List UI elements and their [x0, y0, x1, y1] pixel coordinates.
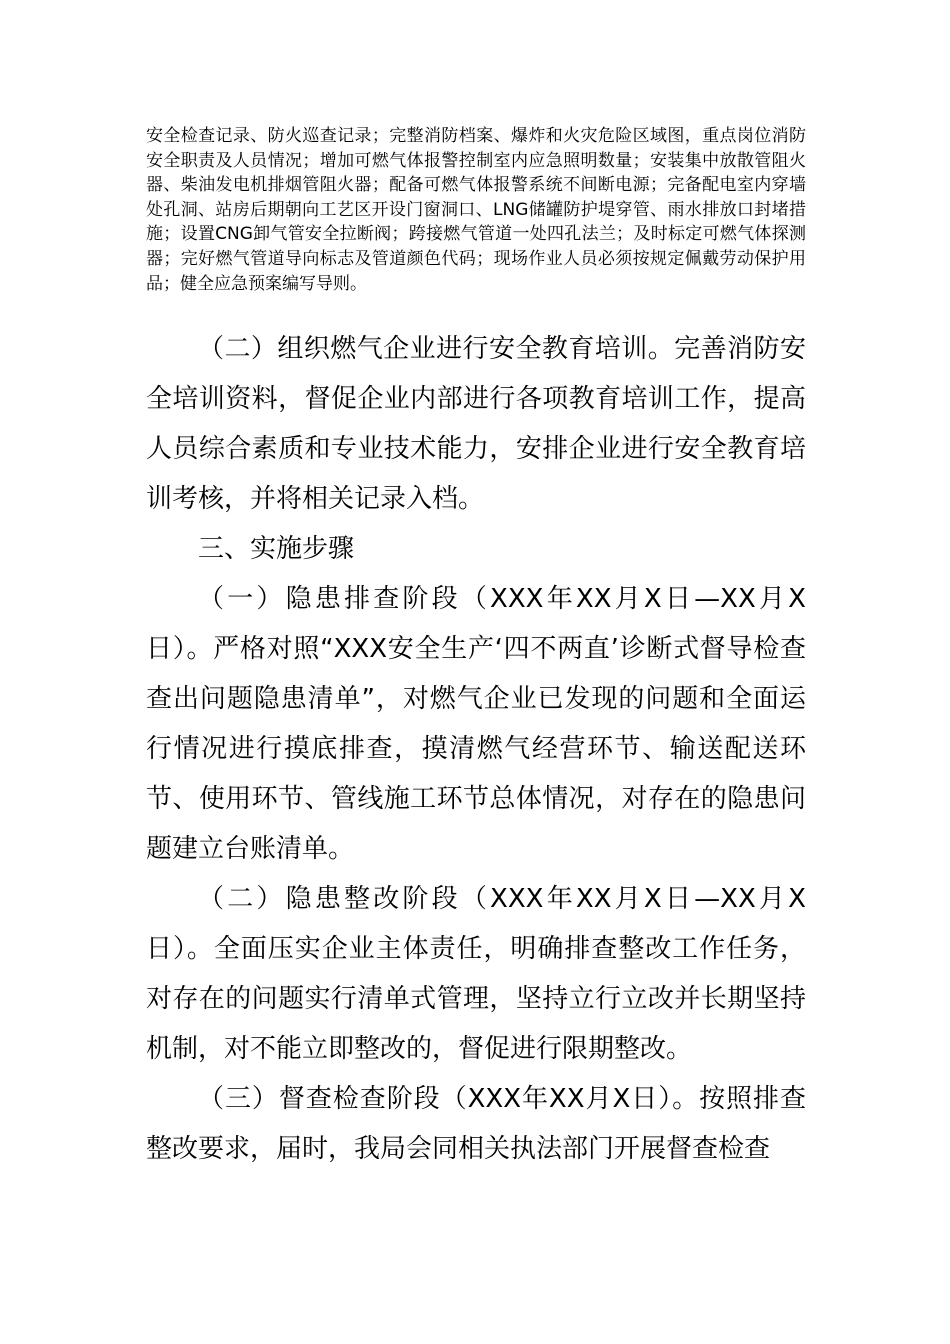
section-2-2-paragraph: （二）组织燃气企业进行安全教育培训。完善消防安全培训资料，督促企业内部进行各项教育培训工作，提高人员综合素质和专业技术能力，安排企业进行安全教育培训考核，并将相关记录入档。 [146, 334, 806, 514]
step-1-paragraph: （一）隐患排查阶段（XXX年XX月X日—XX月X日）。严格对照“XXX安全生产‘四不两直’诊断式督导检查查出问题隐患清单”，对燃气企业已发现的问题和全面运行情况进行摸底排查，摸清燃气经营环节、输送配送环节、使用环节、管线施工环节总体情况，对存在的隐患问题建立台账清单。 [146, 584, 806, 864]
step-2-paragraph: （二）隐患整改阶段（XXX年XX月X日—XX月X日）。全面压实企业主体责任，明确排查整改工作任务，对存在的问题实行清单式管理，坚持立行立改并长期坚持机制，对不能立即整改的，督促进行限期整改。 [146, 884, 806, 1064]
main-body [146, 324, 806, 1174]
section-3-heading: 三、实施步骤 [198, 534, 355, 564]
step-3-paragraph: （三）督查检查阶段（XXX年XX月X日）。按照排查整改要求，届时，我局会同相关执法部门开展督查检查 [146, 1084, 806, 1164]
intro-paragraph: 安全检查记录、防火巡查记录；完整消防档案、爆炸和火灾危险区域图，重点岗位消防安全职责及人员情况；增加可燃气体报警控制室内应急照明数量；安装集中放散管阻火器、柴油发电机排烟管阻火器；配备可燃气体报警系统不间断电源；完备配电室内穿墙处孔洞、站房后期朝向工艺区开设门窗洞口、LNG储罐防护堤穿管、雨水排放口封堵措施；设置CNG卸气管安全拉断阀；跨接燃气管道一处四孔法兰；及时标定可燃气体探测器；完好燃气管道导向标志及管道颜色代码；现场作业人员必须按规定佩戴劳动保护用品；健全应急预案编写导则。 [146, 126, 806, 294]
